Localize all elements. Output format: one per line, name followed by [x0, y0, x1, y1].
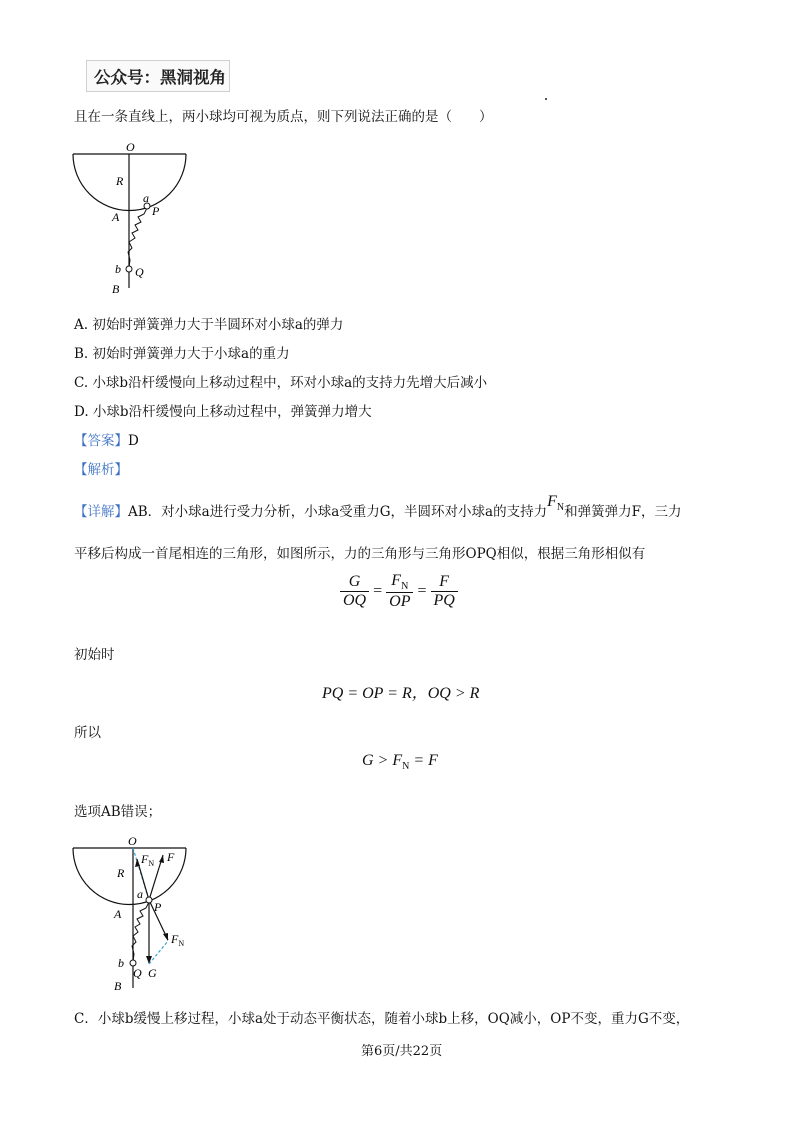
fig2-label-A: A: [114, 907, 122, 921]
equation-similar-triangles: $\frac{G}{OQ}$ = $\frac{F_N}{OP}$ = $\frac{F}{PQ}$: [340, 572, 458, 611]
equation-result: $G > F_N = F$: [362, 752, 438, 773]
option-a-text: 初始时弹簧弹力大于半圆环对小球a的弹力: [92, 317, 344, 333]
fig2-dashed-closing: [149, 941, 168, 964]
fig2-label-F: F: [167, 850, 175, 864]
option-c-text: 小球b沿杆缓慢向上移动过程中，环对小球a的支持力先增大后减小: [92, 375, 488, 391]
watermark-text: 公众号：黑洞视角: [94, 68, 226, 87]
fig2-label-P: P: [154, 900, 162, 914]
fig1-label-Q: Q: [135, 265, 144, 279]
scan-speck: [545, 98, 547, 100]
answer-value: D: [128, 433, 139, 449]
option-a-letter: A.: [74, 317, 89, 333]
fig2-label-Q: Q: [133, 966, 142, 980]
fig1-label-P: P: [152, 204, 160, 218]
question-intro: 且在一条直线上，两小球均可视为质点，则下列说法正确的是（ ）: [74, 109, 493, 125]
fig2-label-FN2: $F_N$: [171, 932, 185, 948]
so-label: 所以: [74, 725, 101, 741]
figure-2: [60, 830, 200, 995]
option-d-letter: D.: [74, 404, 89, 420]
fig2-label-R: R: [117, 866, 125, 880]
fig1-label-a: a: [143, 191, 149, 205]
ab-wrong: 选项AB错误；: [74, 804, 162, 820]
option-d-text: 小球b沿杆缓慢向上移动过程中，弹簧弹力增大: [92, 404, 372, 420]
eq1-frac-2: $\frac{F_N}{OP}$: [386, 572, 413, 611]
answer-line: [74, 432, 139, 450]
detail-fn: $F_N$: [547, 493, 565, 514]
fig2-label-G: G: [148, 966, 157, 980]
fig1-label-b: b: [115, 262, 121, 276]
option-d: [74, 403, 372, 421]
fig1-label-R: R: [116, 174, 124, 188]
fig1-ball-b: [126, 266, 132, 272]
fig2-label-B: B: [114, 979, 122, 993]
detail-label: 【详解】: [74, 504, 128, 520]
fig2-spring: [132, 902, 149, 962]
detail-line-1: [74, 493, 682, 527]
option-a: [74, 316, 343, 334]
fig1-label-B: B: [112, 282, 120, 296]
fig2-ball-a: [146, 897, 152, 903]
option-c: [74, 374, 487, 392]
initially-label: 初始时: [74, 647, 115, 663]
fig2-arrowhead-FN2: [163, 933, 168, 941]
eq1-frac-3: $\frac{F}{PQ}$: [431, 573, 458, 610]
detail-line-1a: AB．对小球a进行受力分析，小球a受重力G，半圆环对小球a的支持力: [128, 504, 548, 520]
option-b-letter: B.: [74, 346, 89, 362]
option-b: [74, 345, 290, 363]
analysis-label: 【解析】: [74, 462, 128, 478]
page-footer: 第6页/共22页: [361, 1044, 443, 1059]
fig1-label-A: A: [112, 210, 120, 224]
fig2-label-a: a: [137, 887, 143, 901]
answer-label: 【答案】: [74, 433, 128, 449]
detail-line-1b: 和弹簧弹力F，三力: [564, 504, 682, 520]
fig2-label-FN1: $F_N$: [141, 852, 155, 868]
option-c-analysis: C．小球b缓慢上移过程，小球a处于动态平衡状态，随着小球b上移，OQ减小，OP不变，重力G不变，: [74, 1011, 690, 1027]
fig2-arrowhead-G: [146, 956, 152, 964]
option-c-letter: C.: [74, 375, 89, 391]
fig2-label-O: O: [128, 834, 137, 848]
equation-initial: PQ = OP = R，OQ > R: [322, 685, 480, 702]
option-b-text: 初始时弹簧弹力大于小球a的重力: [92, 346, 290, 362]
detail-line-2: 平移后构成一首尾相连的三角形，如图所示，力的三角形与三角形OPQ相似，根据三角形相似有: [74, 546, 646, 562]
fig2-label-b: b: [118, 956, 124, 970]
fig1-spring: [128, 208, 147, 268]
fig1-label-O: O: [126, 140, 135, 154]
eq1-frac-1: $\frac{G}{OQ}$: [340, 573, 369, 610]
fig2-arrowhead-FN1: [135, 859, 140, 867]
figure-1: [60, 138, 200, 298]
